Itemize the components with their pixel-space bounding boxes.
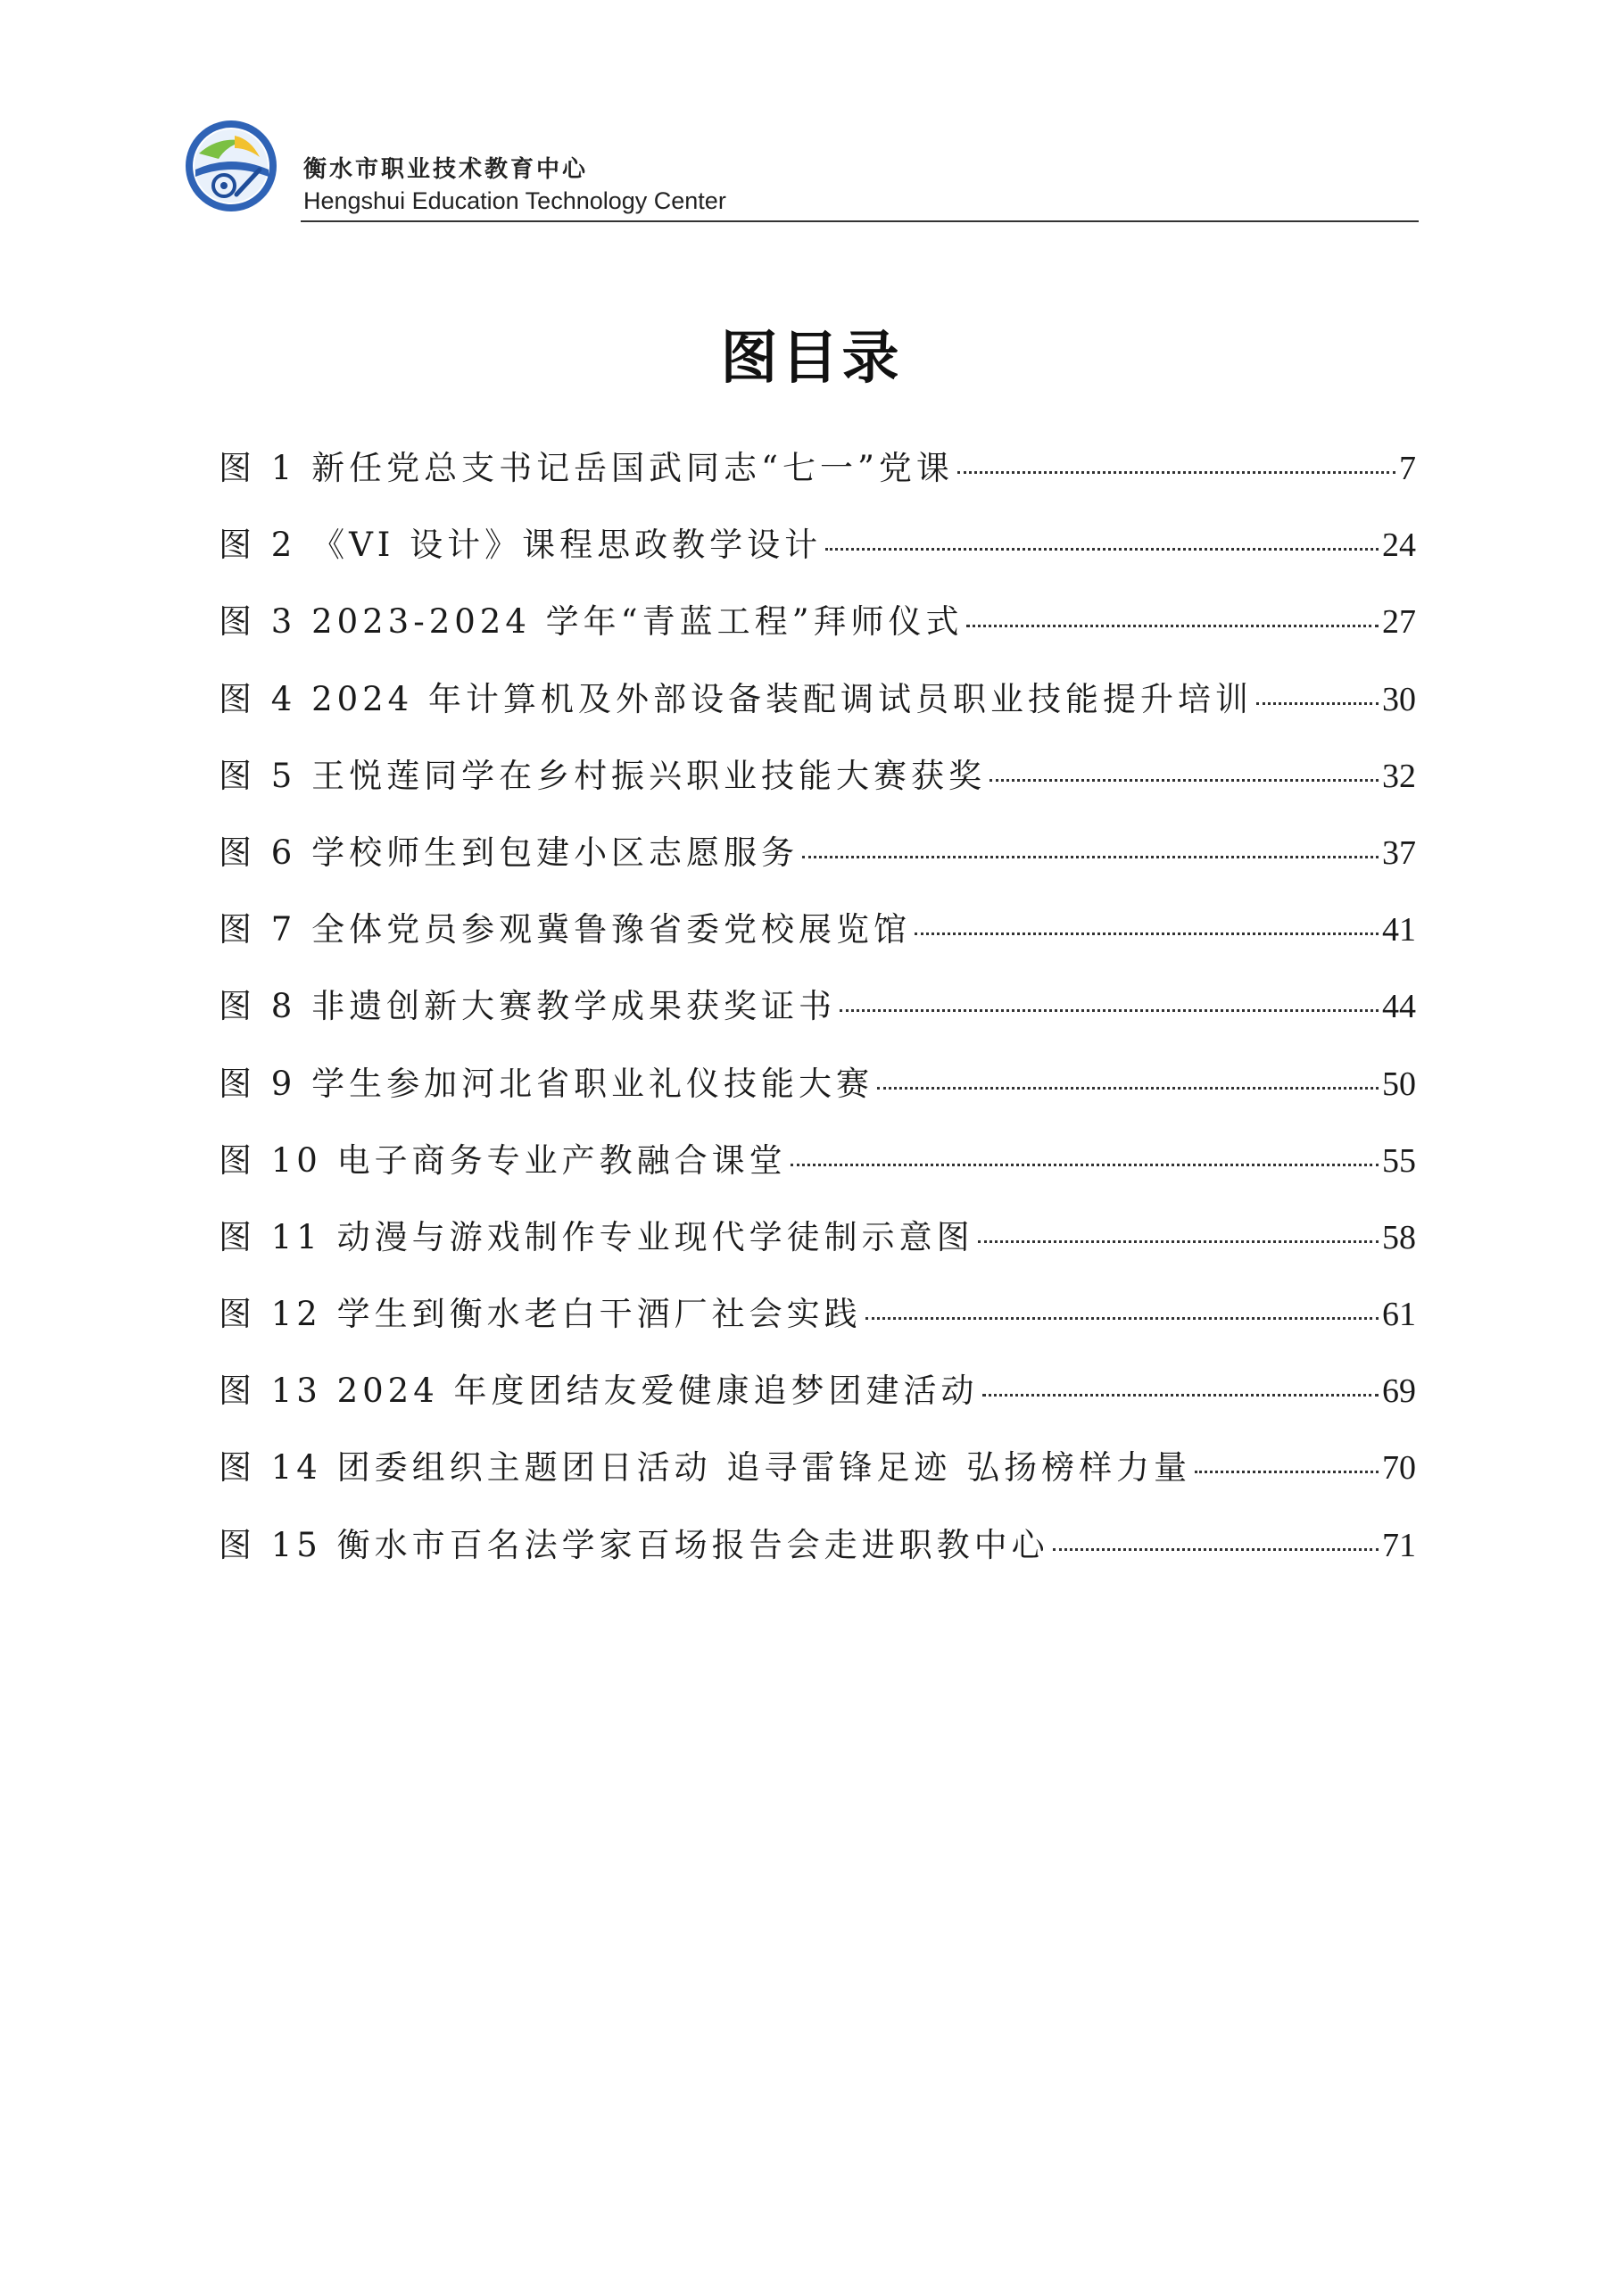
dot-leader (915, 932, 1379, 935)
dot-leader (791, 1164, 1379, 1166)
figure-caption: 图 1 新任党总支书记岳国武同志“七一”党课 (219, 449, 954, 487)
figure-entry[interactable] (219, 1206, 1416, 1283)
page-number: 37 (1382, 833, 1416, 872)
dot-leader (1256, 702, 1379, 705)
figure-caption: 图 5 王悦莲同学在乡村振兴职业技能大赛获奖 (219, 756, 987, 795)
figure-caption: 图 3 2023-2024 学年“青蓝工程”拜师仪式 (219, 602, 964, 642)
figure-caption: 图 2 《VI 设计》课程思政教学设计 (219, 526, 823, 565)
org-name-en: Hengshui Education Technology Center (303, 187, 726, 214)
figure-entry[interactable] (219, 745, 1416, 822)
dot-leader (1053, 1548, 1379, 1551)
page-number: 30 (1382, 680, 1416, 718)
page-number: 70 (1382, 1449, 1416, 1488)
figure-caption: 图 14 团委组织主题团日活动 追寻雷锋足迹 弘扬榜样力量 (219, 1448, 1192, 1488)
page-number: 71 (1382, 1526, 1416, 1564)
figure-entry[interactable] (219, 1437, 1416, 1513)
dot-leader (978, 1240, 1379, 1243)
dot-leader (877, 1087, 1379, 1090)
figure-entry[interactable] (219, 899, 1416, 975)
figure-caption: 图 13 2024 年度团结友爱健康追梦团建活动 (219, 1372, 979, 1411)
figure-entry[interactable] (219, 1130, 1416, 1206)
dot-leader (982, 1394, 1379, 1397)
figure-caption: 图 15 衡水市百名法学家百场报告会走进职教中心 (219, 1525, 1049, 1564)
header-text (303, 155, 726, 216)
figure-entry[interactable] (219, 514, 1416, 591)
figure-caption: 图 12 学生到衡水老白干酒厂社会实践 (219, 1295, 862, 1334)
figure-entry[interactable] (219, 1514, 1416, 1591)
page-number: 27 (1382, 603, 1416, 642)
page-number: 50 (1382, 1065, 1416, 1103)
figure-entry[interactable] (219, 1283, 1416, 1360)
figure-entry[interactable] (219, 822, 1416, 899)
dot-leader (840, 1009, 1379, 1012)
figure-entry[interactable] (219, 668, 1416, 745)
figure-caption: 图 4 2024 年计算机及外部设备装配调试员职业技能提升培训 (219, 679, 1253, 718)
figure-caption: 图 7 全体党员参观冀鲁豫省委党校展览馆 (219, 910, 912, 949)
dot-leader (966, 625, 1379, 627)
page-number: 61 (1382, 1296, 1416, 1334)
page-number: 24 (1382, 526, 1416, 565)
figure-entry[interactable] (219, 437, 1416, 514)
figure-caption: 图 6 学校师生到包建小区志愿服务 (219, 833, 799, 872)
page-number: 7 (1399, 450, 1416, 487)
figure-entry[interactable] (219, 591, 1416, 667)
header-divider (301, 220, 1419, 222)
school-logo-icon (183, 118, 279, 214)
page-number: 44 (1382, 988, 1416, 1026)
page-number: 58 (1382, 1218, 1416, 1256)
dot-leader (957, 471, 1395, 474)
page-number: 69 (1382, 1372, 1416, 1411)
page-number: 32 (1382, 757, 1416, 795)
dot-leader (825, 548, 1379, 551)
page-number: 41 (1382, 911, 1416, 949)
dot-leader (990, 779, 1379, 782)
page-header (183, 118, 1419, 225)
figure-caption: 图 9 学生参加河北省职业礼仪技能大赛 (219, 1064, 874, 1103)
figure-entry[interactable] (219, 1360, 1416, 1437)
dot-leader (1195, 1471, 1379, 1473)
figure-list (219, 437, 1416, 1591)
figure-entry[interactable] (219, 975, 1416, 1052)
page-title: 图目录 (720, 326, 903, 392)
figure-caption: 图 11 动漫与游戏制作专业现代学徒制示意图 (219, 1217, 974, 1256)
page-number: 55 (1382, 1141, 1416, 1180)
dot-leader (865, 1317, 1379, 1320)
figure-caption: 图 10 电子商务专业产教融合课堂 (219, 1140, 787, 1180)
figure-caption: 图 8 非遗创新大赛教学成果获奖证书 (219, 987, 837, 1026)
dot-leader (802, 856, 1379, 858)
org-name-cn: 衡水市职业技术教育中心 (303, 156, 589, 183)
figure-entry[interactable] (219, 1053, 1416, 1130)
